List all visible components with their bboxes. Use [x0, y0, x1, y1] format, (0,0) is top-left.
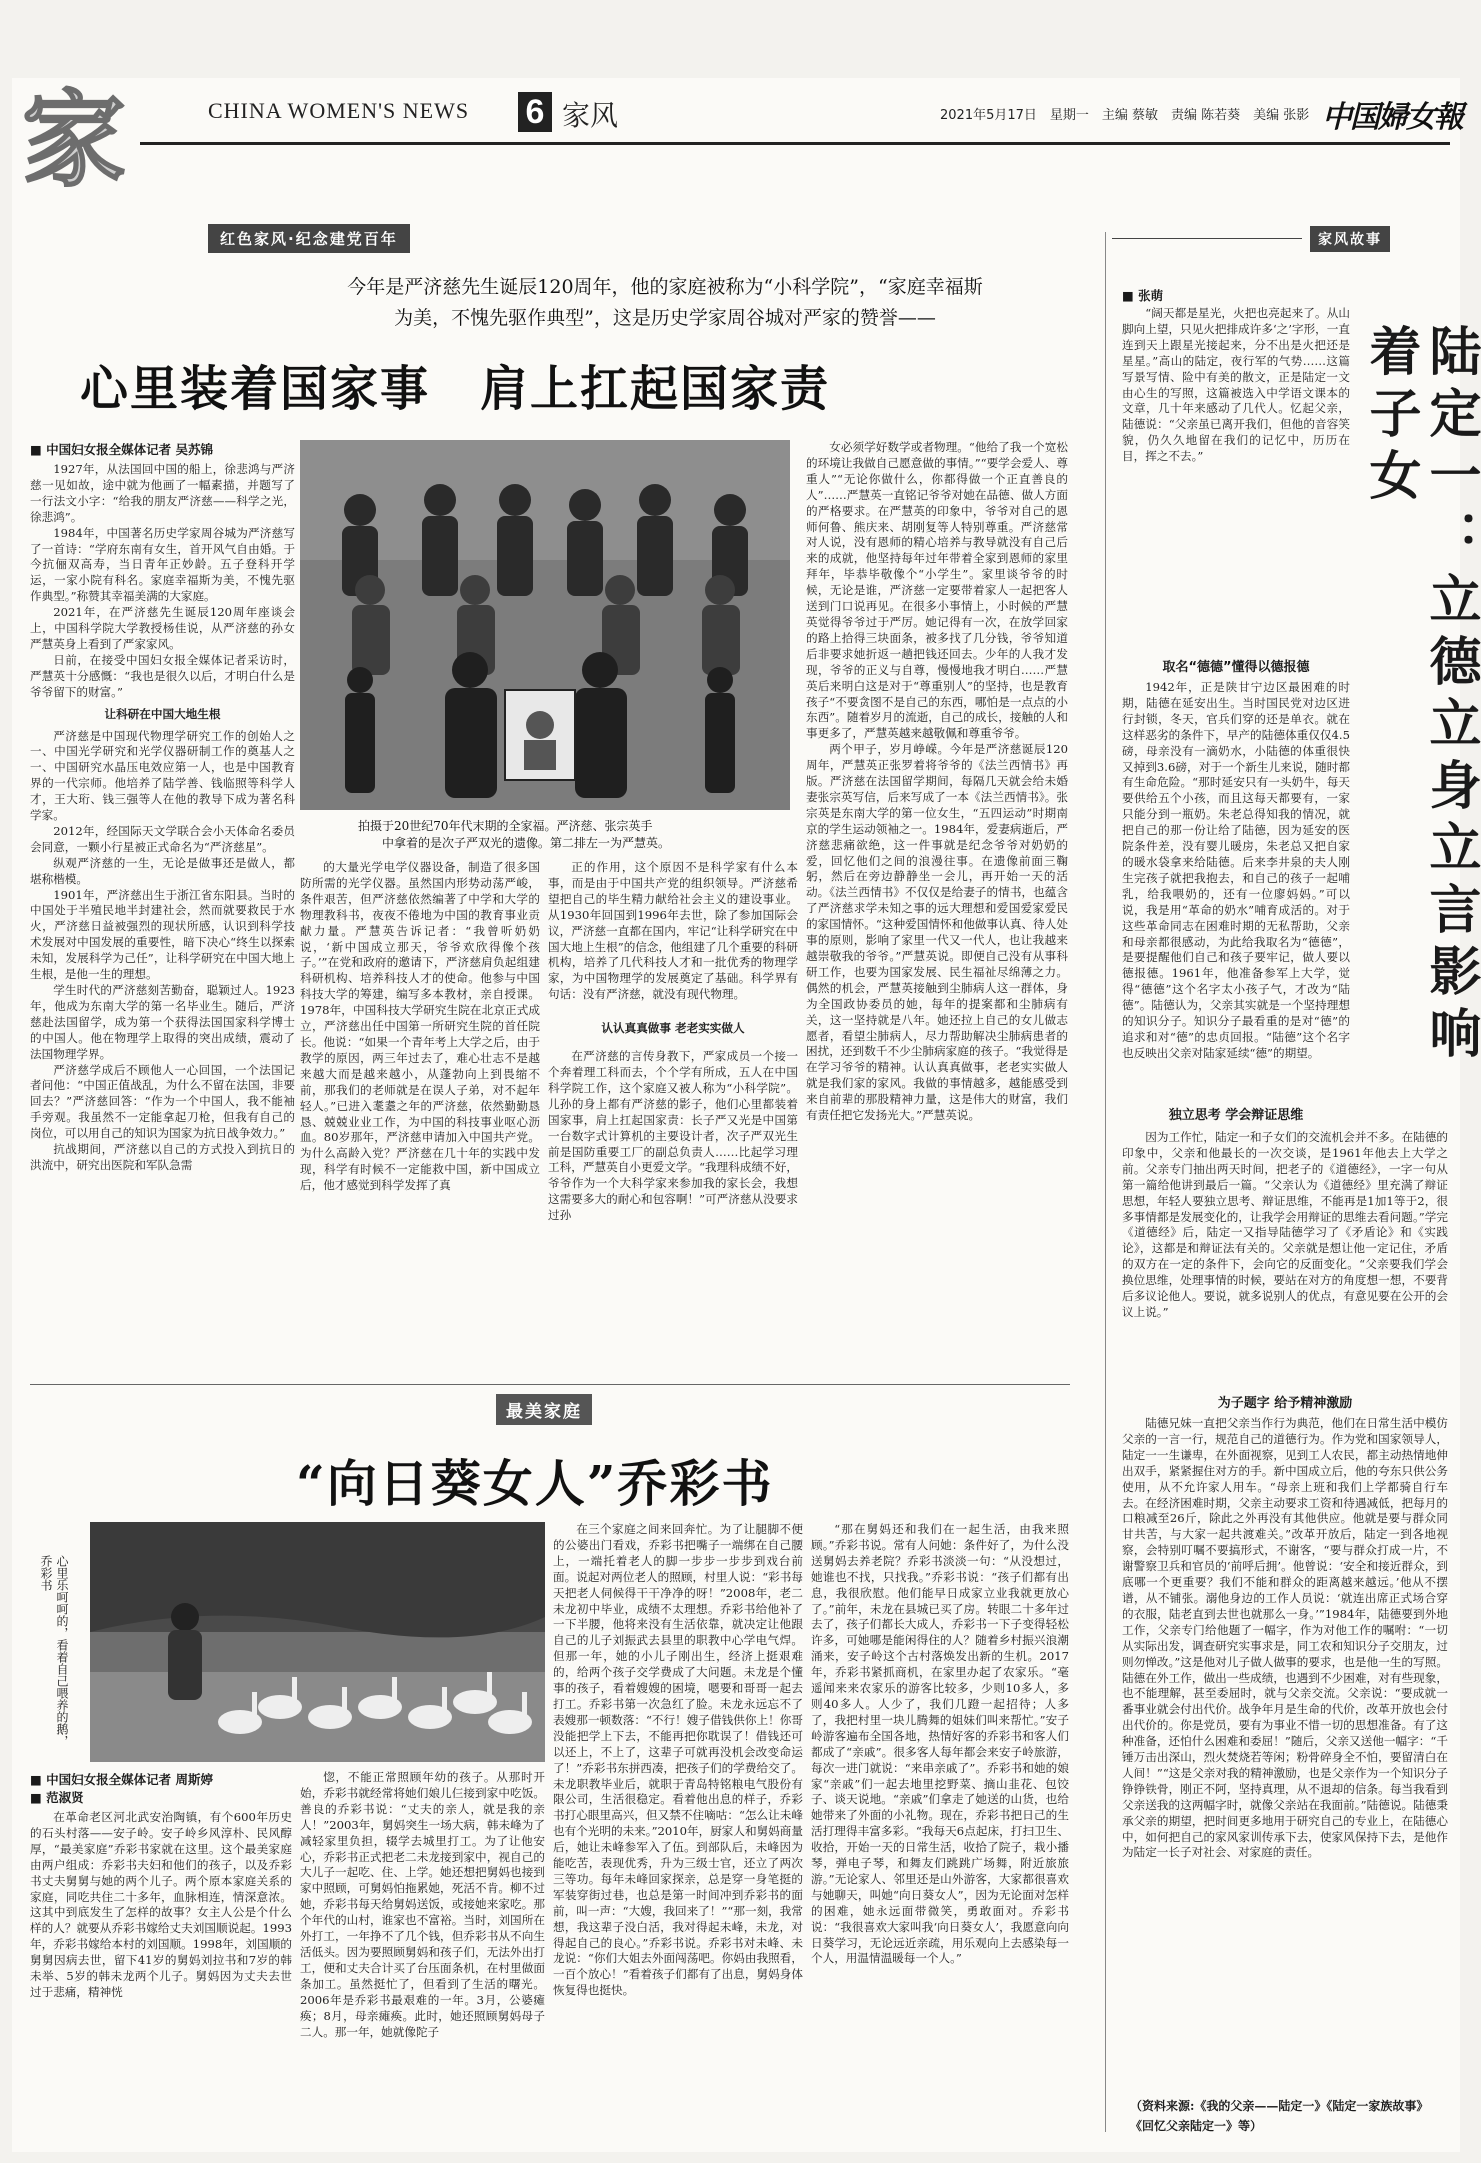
paragraph: 2012年，经国际天文学联合会小天体命名委员会同意，一颗小行星被正式命名为“严济慈星”。	[30, 823, 295, 854]
paragraph: 纵观严济慈的一生，无论是做事还是做人，都堪称楷模。	[30, 855, 295, 886]
story1-col3	[548, 860, 798, 1365]
story2-byline2: ■ 范淑贤	[30, 1790, 84, 1805]
paragraph: 女必须学好数学或者物理。“他给了我一个宽松的环境让我做自己愿意做的事情。”“要学会爱人、尊重人”“无论你做什么，你都得做一个正直善良的人”……严慧英一直铭记爷爷对她在品德、做人方面的严格要求。在严慧英的印象中，爷爷对自己的恩师何鲁、熊庆来、胡刚复等人特别尊重。严济慈常对人说，没有恩师的精心培养与教导就没有自己后来的成就，他坚持每年过年带着全家到恩师的家里拜年，毕恭毕敬像个“小学生”。家里谈爷爷的时候，无论是谁，严济慈一定要带着家人一起把客人送到门口说再见。在很多小事情上，小时候的严慧英觉得爷爷过于严厉。她记得有一次，在放学回家的路上拾得三块面条，被多找了几分钱，爷爷知道后非要求她折返一趟把钱还回去。少年的人我才发现，爷爷的正义与自尊，慢慢地我才明白……严慧英后来明白这是对于“尊重别人”的坚持，也是教育孩子“不要贪图不是自己的东西，哪怕是一点点的小东西”。随着岁月的流逝，自己的成长，接触的人和事更多了，严慧英越来越敬佩和尊重爷爷。	[806, 440, 1068, 741]
story-divider	[30, 1384, 1070, 1385]
paragraph: 1901年，严济慈出生于浙江省东阳县。当时的中国处于半殖民地半封建社会，然而就要救民于水火，严济慈日益被强烈的现状所感，认识到科学技术发展对中国发展的重要性，暗下决心“终生以探索未知，发展科学为己任”，让科学研究在中国大地上生根，是他一生的理想。	[30, 887, 295, 982]
story1-lead-line1: 今年是严济慈先生诞辰120周年，他的家庭被称为“小科学院”，“家庭幸福斯	[347, 276, 983, 298]
family-photo-caption	[358, 818, 778, 852]
story2-tag: 最美家庭	[496, 1394, 592, 1425]
paper-logo: 中国婦女報	[1322, 100, 1462, 135]
paragraph: 抗战期间，严济慈以自己的方式投入到抗日的洪流中，研究出医院和军队急需	[30, 1142, 295, 1172]
section-name: 家风	[562, 99, 619, 132]
story2-col3: 在三个家庭之间来回奔忙。为了让腿脚不便的公婆出门看戏，乔彩书把嘴子一端绑在自己腰上，一端托着老人的脚一步步一步步到戏台前面。说起对两位老人的照顾，村里人说：“彩书每天把老人伺候得干干净净的呀！”2008年，老二未龙初中毕业，成绩不太理想。乔彩书给他补了一下半腰，他将来没有生活依靠，就决定让他跟自己的儿子刘振武去县里的职教中心学电气焊。但那一年，她的小儿子刚出生，经济上挺艰难的，给两个孩子交学费成了大问题。未龙是个懂事的孩子，看着嫂嫂的困境，嗯要和哥哥一起去打工。乔彩书第一次急红了脸。未龙永远忘不了表嫂那一顿数落：“不行！嫂子借钱供你上！你哥没能把学上下去，不能再把你耽误了！借钱还可以还上，不上了，这辈子可就再没机会改变命运了！”乔彩书东拼西凑，把孩子们的学费给交了。未龙职教毕业后，就职于青岛特铭粮电气股份有限公司，生活很稳定。看着他出息的样子，乔彩书打心眼里高兴，但又禁不住嘀咕：“怎么让未峰也有个光明的未来。”2010年，厨家人和舅妈商量后，她让未峰参军入了伍。到部队后，未峰因为能吃苦，表现优秀，升为三级士官，还立了两次三等功。每年未峰回家探亲，总是穿一身笔挺的军装穿街过巷，也总是第一时间冲到乔彩书的面前，叫一声：“大嫂，我回来了！”“那一刻，我常想，我这辈子没白活，我对得起未峰，未龙，对得起自己的良心。”乔彩书说。乔彩书对未峰、未龙说：“你们大姐去外面闯荡吧。你妈由我照看，一百个放心！”看着孩子们都有了出息，舅妈身体恢复得也挺快。	[553, 1522, 803, 1998]
paragraph: 两个甲子，岁月峥嵘。今年是严济慈诞辰120周年，严慧英正张罗着将爷爷的《法兰西情书》再版。严济慈在法国留学期间，每隔几天就会给未婚妻张宗英写信，后来写成了一本《法兰西情书》。张宗英是东南大学的第一位女生，“五四运动”时期南京的学生运动领袖之一。1984年，爱妻病逝后，严济慈悲痛欲绝，这一件事就是纪念爷爷对奶奶的爱，回忆他们之间的浪漫往事。在遗像前面三鞠躬，然后在旁边静静坐一会儿，再开始一天的活动。《法兰西情书》不仅仅是给妻子的情书，也蕴含了严济慈求学未知之事的远大理想和爱国爱家爱民的家国情怀。“这种爱国情怀和他做事认真、待人处事的原则，影响了家里一代又一代人，也让我越来越崇敬我的爷爷。”严慧英说。即便自己没有从事科研工作，也要为国家发展、民生福祉尽绵薄之力。偶然的机会，严慧英接触到尘肺病人这一群体，身为全国政协委员的她，每年的提案都和尘肺病有关，这一坚持就是八年。她还拉上自己的女儿做志愿者，看望尘肺病人，尽力帮助解决尘肺病患者的困扰，还到数千不少尘肺病家庭的孩子。“我觉得是在学习爷爷的精神。认认真真做事，老老实实做人就是我们家的家风。我做的事情越多，越能感受到来自前辈的那股精神力量，这是伟大的财富，我们有责任把它发扬光大。”严慧英说。	[806, 742, 1068, 1123]
story3-title: 陆定一：立德立身立言影响着子女	[1360, 324, 1481, 1068]
paragraph: 2021年，在严济慈先生诞辰120周年座谈会上，中国科学院大学教授杨佳说，从严济慈的孙女严慧英身上看到了严家家风。	[30, 605, 295, 651]
story1-tag: 红色家风·纪念建党百年	[208, 224, 410, 253]
family-photo	[300, 440, 790, 810]
story1-col1	[30, 462, 295, 1362]
paragraph: 正的作用，这个原因不是科学家有什么本事，而是由于中国共产党的组织领导。严济慈希望把自己的毕生精力献给社会主义的建设事业。从1930年回国到1996年去世，除了参加国际会议，严济慈一直都在国内，牢记“让科学研究在中国大地上生根”的信念，他组建了几个重要的科研机构，培养了几代科技人才和一批优秀的物理学家，为中国物理学的发展奠定了基础。科学界有句话：没有严济慈，就没有现代物理。	[548, 860, 798, 1002]
paragraph: 1927年，从法国回中国的船上，徐悲鸿与严济慈一见如故，途中就为他画了一幅素描，并题写了一行法文小字：“给我的朋友严济慈——科学之光，徐悲鸿”。	[30, 462, 295, 524]
story2-headline: “向日葵女人”乔彩书	[296, 1454, 774, 1513]
story1-headline: 心里装着国家事 肩上扛起国家责	[80, 361, 831, 417]
paragraph: 严济慈是中国现代物理学研究工作的创始人之一、中国光学研究和光学仪器研制工作的奠基人之一、中国研究水晶压电效应第一人，也是中国教育界的一代宗师。他培养了陆学善、钱临照等科学人才，王大珩、钱三强等人在他的教导下成为著名科学家。	[30, 728, 295, 823]
story3-col-d: 陆德兄妹一直把父亲当作行为典范，他们在日常生活中模仿父亲的一言一行，规范自己的道德行为。作为党和国家领导人，陆定一一生谦卑，在外面视察，见到工人农民，都主动热情地伸出双手，紧紧握住对方的手。新中国成立后，他的夸东只供公务使用，从不允许家人用车。“母亲上班和我们上学都骑自行车去。在经济困难时期，父亲主动要求工资和待遇减低，把每月的口粮减至26斤，除此之外再没有其他供应。他就是要与群众同甘共苦，与大家一起共渡难关。”改革开放后，陆定一到各地视察，会特别叮嘱不要搞形式，不谢客，“要与群众打成一片，不谢警察卫兵和官员的‘前呼后拥’。他曾说：‘安全和接近群众，到底哪一个更重要？我们不能和群众的距离越来越远。’他从不摆谱，从不铺张。溺他身边的工作人员说：‘就连出席正式场合穿的衣服，陆老直到去世也就那么一身。’”1984年，陆德要到外地工作，父亲专门给他题了一幅字，作为对他工作的嘱咐：“一切从实际出发，调查研究实事求是，同工农和知识分子交朋友，过则勿惮改。”这是他对儿子做人做事的要求，也是他一生的写照。陆德在外工作，做出一些成绩，也遇到不少困难，对有些现象，也不能理解，甚至委屈时，就与父亲交流。父亲说：“要成就一番事业就会付出代价。战争年月是生命的代价，改革开放也会付出代价的。你是党员，要有为事业不惜一切的思想准备。有了这种准备，还怕什么困难和委屈！”随后，父亲又送他一幅字：“千锤万击出深山，烈火焚烧若等闲；粉骨碎身全不怕，要留清白在人间！”“这是父亲对我的精神激励，也是父亲作为一个知识分子铮铮铁骨，刚正不阿，坚持真理，从不退却的信条。每当我看到父亲送我的这两幅字时，就像父亲站在我面前。”陆德说。陆德秉承父亲的期望，把时间更多地用于研究自己的专业上，在陆德心中，如何把自己的家风家训传承下去，使家风保持下去，是他作为陆定一长子对社会、对家庭的责任。	[1122, 1416, 1448, 1860]
caption-line: 中拿着的是次子严双光的遗像。第二排左一为严慧英。	[382, 836, 671, 850]
masthead-english: CHINA WOMEN'S NEWS	[208, 98, 470, 123]
paragraph: 严济慈学成后不顾他人一心回国，一个法国记者问他：“中国正值战乱，为什么不留在法国，非要回去？”严济慈回答：“作为一个中国人，我不能袖手旁观。我虽然不一定能拿起刀枪，但我有自己的岗位，可以用自己的知识为国家为抗日战争效力。”	[30, 1062, 295, 1141]
story3-col-a: “阔天都是星光，火把也亮起来了。从山脚向上望，只见火把排成许多‘之’字形，一直连到天上跟星光接起来，分不出是火把还是星星。”高山的陆定，夜行军的气势……这篇写景写情、险中有美的散文，正是陆定一文由心生的写照，这篇被选入中学语文课本的文章，几十年来感动了几代人。忆起父亲，陆德说：“父亲虽已离开我们，但他的音容笑貌，仍久久地留在我们的记忆中，历历在目，挥之不去。”	[1122, 306, 1350, 464]
story2-col2: 惚，不能正常照顾年幼的孩子。从那时开始，乔彩书就经常将她们娘儿仨接到家中吃饭。善良的乔彩书说：“丈夫的亲人，就是我的亲人！”2003年，舅妈突生一场大病，韩未峰为了减轻家里负担，辍学去城里打工。为了让他安心，乔彩书正式把老二未龙接到家中，视自己的大儿子一起吃、住、上学。她还想把舅妈也接到家中照顾，可舅妈怕拖累她，死活不肯。柳不过她，乔彩书每天给舅妈送饭，或接她来家吃。那个年代的山村，谁家也不富裕。当时，刘国所在外打工，一年挣不了几个钱，但乔彩书从不向生活低头。因为要照顾舅妈和孩子们，无法外出打工，便和丈夫合计买了台压面条机，在村里做面条加工。虽然挺忙了，但看到了生活的曙光。2006年是乔彩书最艰难的一年。3月，公婆瘫痪；8月，母亲瘫痪。此时，她还照顾舅妈母子二人。那一年，她就像陀子	[300, 1770, 545, 2039]
story3-subhead2: 独立思考 学会辩证思维	[1168, 1108, 1304, 1123]
paragraph: 日前，在接受中国妇女报全媒体记者采访时，严慧英十分感慨：“我也是很久以后，才明白什么是爷爷留下的财富。”	[30, 652, 295, 699]
goose-photo-illustration	[90, 1522, 545, 1762]
story1-subhead2: 认认真真做事 老老实实做人	[601, 1021, 745, 1036]
story3-tag: 家风故事	[1310, 226, 1390, 252]
story1-subhead1: 让科研在中国大地生根	[104, 706, 221, 721]
paragraph: 1984年，中国著名历史学家周谷城为严济慈写了一首诗：“学府东南有女生，首开风气自由婚。于今抗俪双高寿，当日青年正妙龄。五子登科开学运，一家小院有科名。家庭幸福斯为美，不愧先驱作典型。”称赞其幸福美满的大家庭。	[30, 525, 295, 604]
story1-lead-line2: 为美，不愧先驱作典型”，这是历史学家周谷城对严家的赞誉——	[394, 307, 936, 329]
story1-byline: ■ 中国妇女报全媒体记者 吴苏锦	[30, 442, 214, 457]
story3-byline: ■ 张萌	[1122, 288, 1164, 303]
goose-photo	[90, 1522, 545, 1762]
column-divider	[1105, 232, 1106, 2132]
page-number: 6	[518, 92, 552, 132]
story1-col4	[806, 440, 1068, 1365]
goose-photo-caption: 心里乐呵呵的，看着自己喂养的鹅，乔彩书	[39, 1555, 69, 1747]
header-rule	[140, 142, 1450, 145]
story3-subhead1: 取名“德德”懂得以德报德	[1162, 660, 1310, 675]
issue-info: 2021年5月17日 星期一 主编 蔡敏 责编 陈若葵 美编 张影	[940, 108, 1310, 123]
story2-col4: “那在舅妈还和我们在一起生活，由我来照顾。”乔彩书说。常有人问她：条件好了，为什么没送舅妈去养老院？乔彩书淡淡一句：“从没想过，她谁也不找，只找我。”乔彩书说：“孩子们都有出息，我很欣慰。他们能早日成家立业我就更放心了。”前年，未龙在县城已买了房。转眼二十多年过去了，孩子们都长大成人，乔彩书一下子变得轻松许多，可她哪是能闲得住的人？随着乡村振兴浪潮涌来，安子岭这个古村落焕发出新的生机。2017年，乔彩书紧抓商机，在家里办起了农家乐。“毫遥闻来来农家乐的游客比较多，少则10多人，多则40多人。人少了，我们几蹬一起招待；人多了，我把村里一块儿腾舞的姐妹们叫来帮忙。”安子岭游客遍布全国各地，热情好客的乔彩书和客人们都成了“亲戚”。很多客人每年都会来安子岭旅游，每次一进门就说：“来串亲戚了”。乔彩书和她的娘家“亲戚”们一起去地里挖野菜、摘山韭花、包饺子、谈天说地。“亲戚”们拿走了她送的山货，也给她带来了外面的小礼物。现在，乔彩书把日己的生活打理得丰富多彩。“我每天6点起床，打扫卫生、收拾，开始一天的日常生活，收拾了院子，栽小播琴，弹电子琴，和舞友们跳跳广场舞，附近旅旅游。”无论家人、邻里还是山外游客，大家都很喜欢与她聊天，叫她“向日葵女人”，因为无论面对怎样的困难，她永远面带微笑，勇敢面对。乔彩书说：“我很喜欢大家叫我‘向日葵女人’，我愿意向向日葵学习，无论远近亲疏，用乐观向上去感染每一个人，用温情温暖每一个人。”	[811, 1522, 1069, 1966]
paragraph: 在严济慈的言传身教下，严家成员一个接一个奔着理工科而去，个个学有所成，五人在中国科学院工作，这个家庭又被人称为“小科学院”。儿孙的身上都有严济慈的影子，他们心里都装着国家事，肩上扛起国家责：长子严又光是中国第一台数字式计算机的主要设计者，次子严双光生前是国防重要工厂的副总负责人……比起学习理工科，严慧英自小更爱文学。“我理科成绩不好，爷爷作为一个大科学家来参加我的家长会，我想这需要多大的耐心和包容啊！”可严济慈从没要求过孙	[548, 1049, 798, 1223]
story2-byline1: ■ 中国妇女报全媒体记者 周斯婷	[30, 1772, 214, 1787]
section-emblem: 家	[21, 78, 126, 201]
story3-tag-rule	[1112, 238, 1302, 239]
story2-col1: 在革命老区河北武安治陶镇，有个600年历史的石头村落——安子岭。安子岭乡风淳朴、民风醇厚，“最美家庭”乔彩书家就在这里。这个最美家庭由两户组成：乔彩书夫妇和他们的孩子，以及乔彩书丈夫舅舅与她的两个儿子。两个原本家庭关系的家庭，同吃共住二十多年，血脉相连，情深意浓。这其中到底发生了怎样的故事？女主人公是个什么样的人？就要从乔彩书嫁给丈夫刘国顺说起。1993年，乔彩书嫁给本村的刘国顺。1998年，刘国顺的舅舅因病去世，留下41岁的舅妈刘拉书和7岁的韩未举、5岁的韩未龙两个儿子。舅妈因为丈夫去世过于悲痛，精神恍	[30, 1810, 292, 1999]
story3-subhead3: 为子题字 给予精神激励	[1217, 1396, 1353, 1411]
caption-line: 拍摄于20世纪70年代末期的全家福。严济慈、张宗英手	[358, 819, 653, 833]
family-photo-illustration	[300, 440, 790, 810]
paragraph: 学生时代的严济慈刻苦勤奋，聪颖过人。1923年，他成为东南大学的第一名毕业生。随后，严济慈赴法国留学，成为第一个获得法国国家科学博士的中国人。他在物理学上取得的突出成绩，震动了法国物理学界。	[30, 983, 295, 1061]
story3-col-c: 因为工作忙，陆定一和子女们的交流机会并不多。在陆德的印象中，父亲和他最长的一次交谈，是1961年他去上大学之前。父亲专门抽出两天时间，把老子的《道德经》，一字一句从第一篇给他讲到最后一篇。“父亲认为《道德经》里充满了辩证思想，年轻人要独立思考、辩证思维，不能再是1加1等于2，很多事情都是发展变化的，让我学会用辩证的思维去看问题。”学完《道德经》后，陆定一又指导陆德学习了《矛盾论》和《实践论》，这都是和辩证法有关的。父亲就是想让他一定记住，矛盾的双方在一定的条件下，会向它的反面变化。“父亲要我们学会换位思维，处理事情的时候，要站在对方的角度想一想，不要背后多议论他人。要说，就多说别人的优点，有意见要在公开的会议上说。”	[1122, 1130, 1448, 1319]
story3-col-b: 1942年，正是陕甘宁边区最困难的时期，陆德在延安出生。当时国民党对边区进行封锁，冬天，官兵们穿的还是单衣。就在这样恶劣的条件下，早产的陆德体重仅仅4.5磅，母亲没有一滴奶水，小陆德的体重很快又掉到3.6磅，对于一个新生儿来说，随时都有生命危险。“那时延安只有一头奶牛，每天要供给五个小孩，而且这每天都要有，一家只能分到一瓶奶。朱老总得知我的情况，就把自己的那一份让给了陆德，因为延安的医院条件差，没有婴儿暖房，朱老总又把自家的暖水袋拿来给陆德。后来李井泉的夫人刚生完孩子就把我抱去，和自己的孩子一起哺乳，给我喂奶的，还有一位廖妈妈。”可以说，我是用“革命的奶水”哺育成活的。对于这些革命同志在困难时期的无私帮助，父亲和母亲都很感动，为此给我取名为“德德”，是要提醒他们自己和孩子要牢记，做人要以德报德。1961年，他准备参军上大学，觉得“德德”这个名字太小孩子气，才改为“陆德”。陆德认为，父亲其实就是一个坚持理想的知识分子。知识分子最看重的是对“德”的追求和对“德”的忠贞回报。“陆德”这个名字也反映出父亲对陆家延续“德”的期望。	[1122, 680, 1350, 1060]
story3-source: （资料来源:《我的父亲——陆定一》《陆定一家族故事》《回忆父亲陆定一》等）	[1130, 2099, 1429, 2133]
story1-col2: 的大量光学电学仪器设备，制造了很多国防所需的光学仪器。虽然国内形势动荡严峻，条件艰苦，但严济慈依然编著了中学和大学的物理教科书，夜夜不倦地为中国的教育事业贡献力量。严慧英告诉记者：“我曾听奶奶说，‘新中国成立那天，爷爷欢欣得像个孩子。’”在党和政府的邀请下，严济慈肩负起组建科研机构、培养科技人才的使命。他参与中国科技大学的筹建，编写多本教材，亲自授课。1978年，中国科技大学研究生院在北京正式成立，严济慈出任中国第一所研究生院的首任院长。他说：“如果一个青年考上大学之后，由于教学的原因，两三年过去了，难心壮志不是越来越大而是越来越小，从蓬勃向上到畏缩不前，那我们的老师就是在误人子弟，对不起年轻人。”已进入耄耋之年的严济慈，依然勤勤恳恳、兢兢业业工作，为中国的科技事业呕心沥血。80岁那年，严济慈申请加入中国共产党。为什么高龄入党？严济慈在几十年的实践中发现，科学有时候不一定能救中国，新中国成立后，他才感觉到科学发挥了真	[300, 860, 540, 1193]
